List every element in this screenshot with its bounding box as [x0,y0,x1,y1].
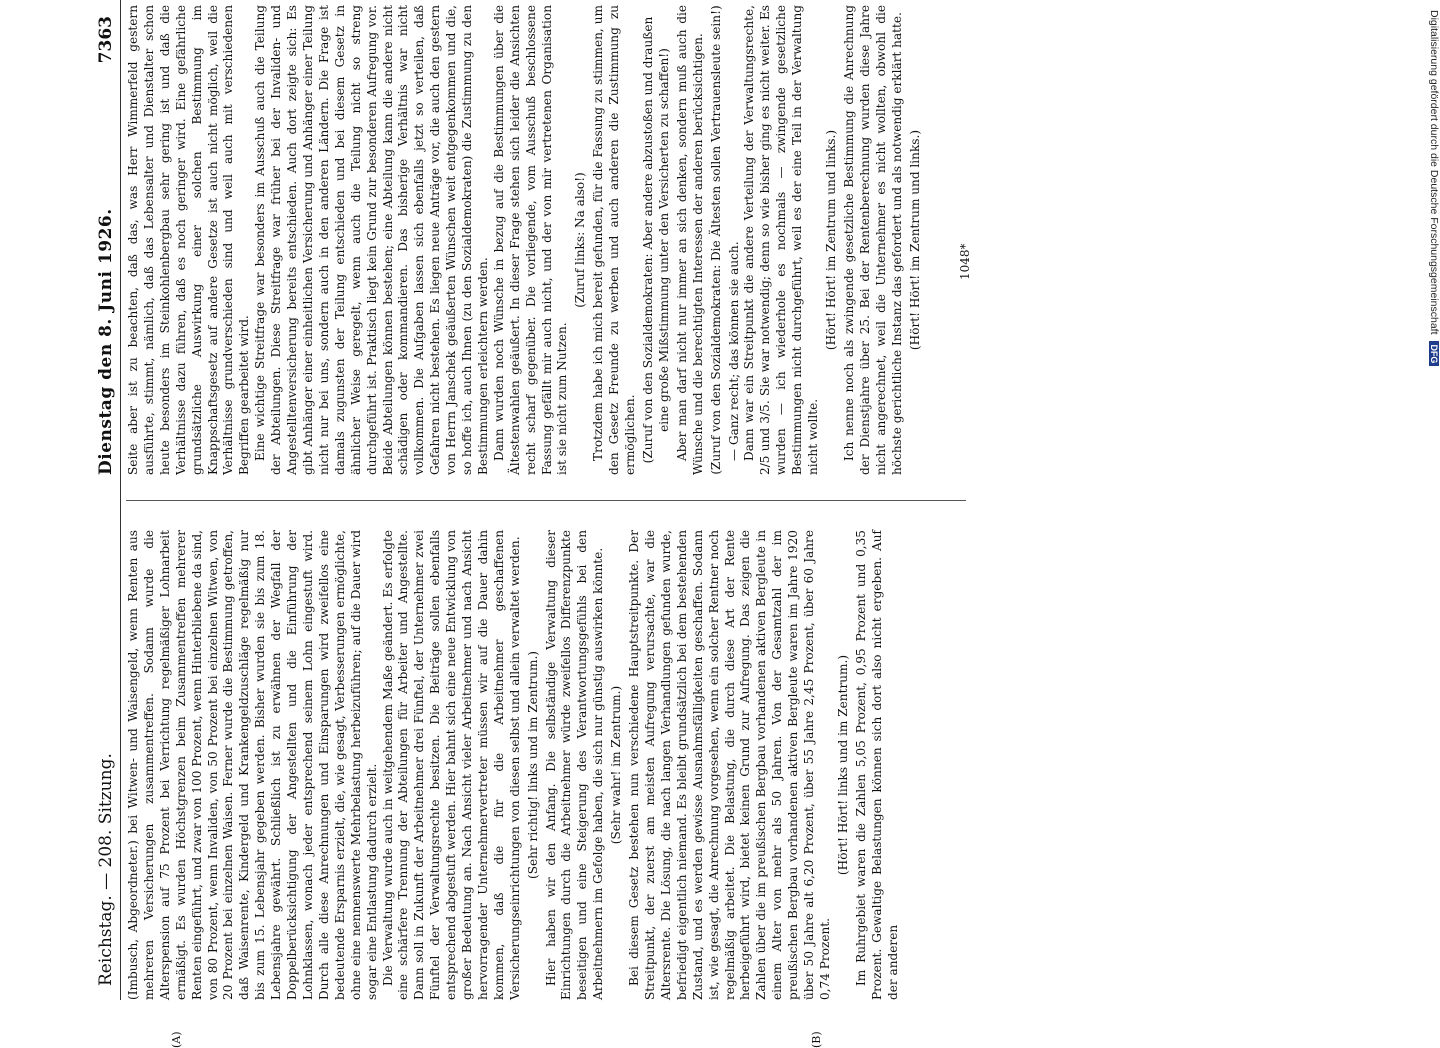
digitization-note-text: Digitalisierung gefördert durch die Deutsche Forschungsgemeinschaft [1428,10,1440,335]
header-date: Dienstag den 8. Juni 1926. [96,208,116,475]
right-column-paragraph: Aber man darf nicht nur immer an sich denken, sondern muß auch die Wünsche und die berechtigten Interessen der anderen berücksichtigen. [674,5,705,475]
left-column-paragraph: Bei diesem Gesetz bestehen nun verschiedene Hauptstreitpunkte. Der Streitpunkt, der zuerst am meisten Aufregung verursachte, war die Altersrente. Die Lösung, die nach langen Verhandlungen gefunden wurde, befriedigt eigentlich niemand. Es bleibt grundsätzlich bei dem bestehenden Zustand, und es werden gewisse Ausnahmsfälligkeiten geschaffen. Sodann ist, wie gesagt, die Anrechnung vorgesehen, wenn ein solcher Rentner noch regelmäßig arbeitet. Die Belastung, die durch diese Art der Rente herbeigeführt wird, bietet keinen Grund zur Aufregung. Das zeigen die Zahlen über die im preußischen Bergbau vorhandenen aktiven Bergleute in einem Alter von mehr als 50 Jahren. Von der Gesamtzahl der im preußischen Bergbau vorhandenen aktiven Bergleute waren im Jahre 1920 über 50 Jahre alt 6,20 Prozent, über 55 Jahre 2,45 Prozent, über 60 Jahre 0,74 Prozent. [627,530,832,1000]
left-column-paragraph: Im Ruhrgebiet waren die Zahlen 5,05 Prozent, 0,95 Prozent und 0,35 Prozent. Gewaltige Belastungen können sich dort also nicht ergeben. Auf der anderen [853,530,900,1000]
right-column-paragraph: — Ganz recht; das können sie auch. [726,241,741,461]
margin-marker-a: (A) [170,1031,183,1048]
left-column-interjection: (Sehr wahr! im Zentrum.) [609,685,624,845]
right-column-paragraph: Dann wurden noch Wünsche in bezug auf die Bestimmungen über die Ältestenwahlen geäußert. In dieser Frage stehen sich leider die Ansichten recht scharf gegenüber. Die vorliegende, vom Ausschuß beschlossene Fassung gefällt mir auch nicht, und der von mir vertretenen Organisation ist sie nicht zum Nutzen. [491,5,570,475]
right-column-paragraph: Seite aber ist zu beachten, daß das, was Herr Wimmerfeld gestern ausführte, stimmt, nämlich, daß das Lebensalter und Dienstalter schon heute besonders im Steinkohlenbergbau sehr gering ist und daß die Verhältnisse dazu führen, daß es noch geringer wird. Eine gefährliche grundsätzliche Auswirkung einer solchen Bestimmung im Knappschaftsgesetz auf andere Gesetze ist auch nicht möglich, weil die Verhältnisse grundverschieden sind und weil auch mit verschiedenen Begriffen gearbeitet wird. [126,5,252,475]
right-column-paragraph: Eine wichtige Streitfrage war besonders im Ausschuß auch die Teilung der Abteilungen. Diese Streitfrage war früher bei der Invaliden- und Angestelltenversicherung bereits entschieden. Auch dort zeigte sich: Es gibt Anhänger einer einheitlichen Versicherung und Anhänger einer Teilung nicht nur bei uns, sondern auch in den anderen Ländern. Die Frage ist damals zugunsten der Teilung entschieden und bei diesem Gesetz in ähnlicher Weise geregelt, wenn auch die Teilung nicht so streng durchgeführt ist. Praktisch liegt kein Grund zur besonderen Aufregung vor. Beide Abteilungen können bestehen; eine Abteilung kann die andere nicht schädigen oder kommandieren. Das bisherige Verhältnis war nicht vollkommen. Die Aufgaben lassen sich ebenfalls jetzt so verteilen, daß Gefahren nicht bestehen. Es liegen neue Anträge vor, die auch den gestern von Herrn Janschek geäußerten Wünschen weit entgegenkommen und die, so hoffe ich, auch Ihnen (zu den Sozialdemokraten) die Zustimmung zu den Bestimmungen erleichtern werden. [253,5,490,475]
left-column-paragraph: Hier haben wir den Anfang. Die selbständige Verwaltung dieser Einrichtungen durch die Arbeitnehmer würde zweifellos Differenzpunkte beseitigen und eine Steigerung des Verantwortungsgefühls bei den Arbeitnehmern im Gefolge haben, die sich nur günstig auswirken könnte. [543,530,606,1000]
left-column-interjection: (Hört! Hört! links und im Zentrum.) [835,654,850,876]
header-rule [120,0,121,1000]
header-session: Reichstag. — 208. Sitzung. [96,753,116,986]
column-divider [126,500,966,501]
right-column-paragraph: Dann war ein Streitpunkt die andere Verteilung der Verwaltungsrechte, 2/5 und 3/5. Sie war notwendig; denn so wie bisher ging es nicht weiter. Es wurden — ich wiederhole es nochmals — zwingende gesetzliche Bestimmungen nicht durchgeführt, weil es der eine Teil in der Verwaltung nicht wollte. [742,5,821,475]
page-number: 7363 [96,16,116,64]
right-column-interjection: (Hört! Hört! im Zentrum und links.) [823,129,838,351]
dfg-logo: DFG [1429,341,1439,366]
right-column-interjection: (Zuruf links: Na also!) [573,172,588,308]
left-column-paragraph: Die Verwaltung wurde auch in weitgehendem Maße geändert. Es erfolgte eine schärfere Trennung der Abteilungen für Arbeiter und Angestellte. Dann soll in Zukunft der Arbeitnehmer drei Fünftel, der Unternehmer zwei Fünftel der Verwaltungsrechte besitzen. Die Beiträge sollen ebenfalls entsprechend abgestuft werden. Hier bahnt sich eine neue Entwicklung von großer Bedeutung an. Nach Ansicht vieler Arbeitnehmer und nach Ansicht hervorragender Unternehmervertreter müssen wir auf die Dauer dahin kommen, daß die für die Arbeitnehmer geschaffenen Versicherungseinrichtungen von diesen selbst und allein verwaltet werden. [380,530,522,1000]
digitization-note [1422,10,1440,990]
margin-marker-b: (B) [810,1031,823,1048]
signature-mark: 1048* [958,243,972,280]
right-column-interjection: (Zuruf von den Sozialdemokraten: Aber andere abzustoßen und draußen eine große Mißstimmung unter den Versicherten zu schaffen!) [641,16,671,464]
rotated-scan-page [90,0,990,1048]
left-column-paragraph: (Imbusch, Abgeordneter.) bei Witwen- und Waisengeld, wenn Renten aus mehreren Versicherungen zusammentreffen. Sodann wurde die Alterspension auf 75 Prozent bei Verrichtung regelmäßiger Lohnarbeit ermäßigt. Es wurden Höchstgrenzen beim Zusammentreffen mehrerer Renten eingeführt, und zwar von 100 Prozent, wenn Hinterbliebene da sind, von 80 Prozent, wenn Invaliden, von 50 Prozent bei einzelnen Witwen, von 20 Prozent bei einzelnen Waisen. Ferner wurde die Bestimmung getroffen, daß Waisenrente, Kindergeld und Krankengeldzuschläge regelmäßig nur bis zum 15. Lebensjahr gegeben werden. Bisher wurden sie bis zum 18. Lebensjahre gewährt. Schließlich ist zu erwähnen der Wegfall der Doppelberücksichtigung der Angestellten und die Einführung der Lohnklassen, wonach jeder entsprechend seinem Lohn eingestuft wird. Durch alle diese Anrechnungen und Einsparungen wird zweifellos eine bedeutende Ersparnis erzielt, die, wie gesagt, Verbesserungen ermöglichte, ohne eine nennenswerte Mehrbelastung herbeizuführen; auf die Dauer wird sogar eine Entlastung dadurch erzielt. [126,530,379,1000]
right-column-interjection: (Hört! Hört! im Zentrum und links.) [907,129,922,351]
right-column-interjection: (Zuruf von den Sozialdemokraten: Die Ältesten sollen Vertrauensleute sein!) [708,5,723,475]
left-column-interjection: (Sehr richtig! links und im Zentrum.) [525,651,540,880]
right-column-paragraph: Ich nenne noch als zwingende gesetzliche Bestimmung die Anrechnung der Dienstjahre über 25. Bei der Rentenberechnung wurden diese Jahre nicht angerechnet, weil die Unternehmer es nicht wollten, obwohl die höchste gerichtliche Instanz das gefordert und als notwendig erklärt hatte. [841,5,904,475]
left-text-column [126,530,966,1000]
right-column-paragraph: Trotzdem habe ich mich bereit gefunden, für die Fassung zu stimmen, um den Gesetz Freunde zu werben und auch anderen die Zustimmung zu ermöglichen. [591,5,638,475]
page-header [90,0,120,1000]
right-text-column [126,5,966,475]
